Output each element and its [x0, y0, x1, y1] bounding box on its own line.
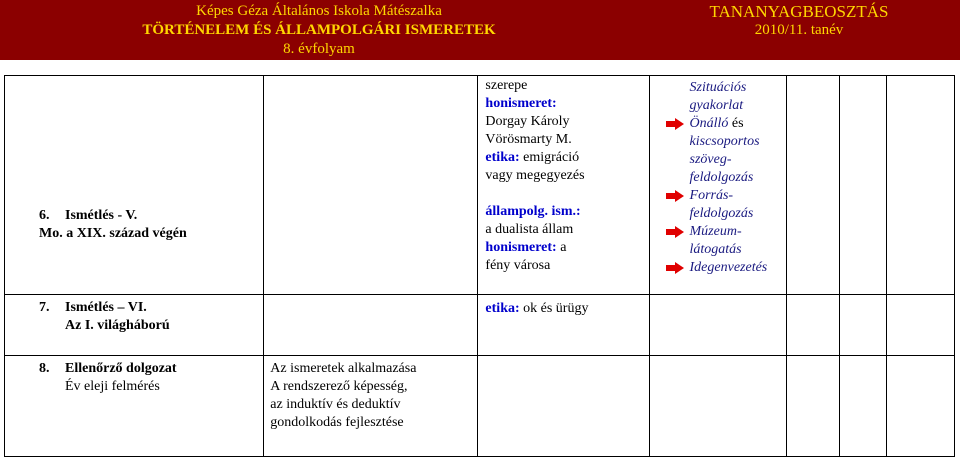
- content-label: etika:: [485, 301, 520, 316]
- content-cell: [478, 295, 649, 356]
- method-item: [666, 115, 787, 133]
- method-item: [666, 223, 787, 241]
- content-line: Vörösmarty M.: [485, 132, 572, 147]
- lesson-title: Ismétlés – VI.: [65, 300, 147, 315]
- skill-line: gondolkodás fejlesztése: [270, 415, 404, 430]
- lesson-subtitle: Év eleji felmérés: [65, 379, 160, 394]
- red-arrow-icon: [666, 118, 684, 130]
- skill-line: A rendszerező képesség,: [270, 379, 408, 394]
- table-row: [5, 295, 955, 356]
- document-type: TANANYAGBEOSZTÁS: [709, 2, 889, 21]
- method-line: kiscsoportos: [689, 134, 760, 149]
- lesson-number: 8.: [39, 361, 50, 376]
- lesson-title: Ellenőrző dolgozat: [65, 361, 177, 376]
- skills-cell: [264, 356, 478, 457]
- content-line: honismeret: a: [485, 240, 567, 255]
- content-label: etika:: [485, 150, 520, 165]
- content-line: Dorgay Károly: [485, 114, 570, 129]
- content-line: szerepe: [485, 78, 528, 93]
- method-line: Idegenvezetés: [689, 260, 768, 275]
- content-label: honismeret:: [485, 96, 557, 111]
- method-item: [666, 187, 787, 205]
- skills-cell: [264, 76, 478, 295]
- syllabus-table: [4, 75, 955, 457]
- skill-line: az induktív és deduktív: [270, 397, 401, 412]
- content-cell: [478, 356, 649, 457]
- lesson-subtitle: Mo. a XIX. század végén: [39, 226, 187, 241]
- method-line: Forrás-: [689, 188, 734, 203]
- content-line: a dualista állam: [485, 222, 574, 237]
- red-arrow-icon: [666, 190, 684, 202]
- lesson-title: Ismétlés - V.: [65, 208, 138, 223]
- content-label: állampolg. ism.:: [485, 204, 581, 219]
- method-line: Szituációs: [689, 80, 747, 95]
- lesson-number: 6.: [39, 208, 50, 223]
- red-arrow-icon: [666, 226, 684, 238]
- lesson-subtitle: Az I. világháború: [65, 318, 170, 333]
- lesson-number: 7.: [39, 300, 50, 315]
- method-line: és: [731, 116, 744, 131]
- method-item: [666, 259, 787, 277]
- method-line: látogatás: [689, 242, 742, 257]
- header-right: [638, 2, 960, 40]
- lesson-cell: [5, 76, 264, 295]
- document-header: [0, 0, 960, 60]
- content-line: fény városa: [485, 258, 551, 273]
- red-arrow-icon: [666, 262, 684, 274]
- content-spacer: [485, 185, 648, 203]
- school-name: Képes Géza Általános Iskola Mátészalka: [196, 3, 442, 19]
- method-line: gyakorlat: [689, 98, 744, 113]
- method-line: Múzeum-: [689, 224, 742, 239]
- method-line: feldolgozás: [689, 170, 754, 185]
- grade-level: 8. évfolyam: [283, 41, 355, 57]
- table-row: [5, 356, 955, 457]
- skill-line: Az ismeretek alkalmazása: [270, 361, 417, 376]
- lesson-cell: [5, 295, 264, 356]
- skills-cell: [264, 295, 478, 356]
- content-label: honismeret:: [485, 240, 557, 255]
- method-line: Önálló: [689, 116, 729, 131]
- content-line: ok és ürügy: [519, 301, 589, 316]
- lesson-cell: [5, 356, 264, 457]
- table-row: [5, 76, 955, 295]
- subject-title: TÖRTÉNELEM ÉS ÁLLAMPOLGÁRI ISMERETEK: [142, 22, 496, 38]
- method-line: feldolgozás: [689, 206, 754, 221]
- content-cell: [478, 76, 649, 295]
- method-line: szöveg-: [689, 152, 732, 167]
- content-line: vagy megegyezés: [485, 168, 585, 183]
- content-line: etika: emigráció: [485, 150, 580, 165]
- school-year: 2010/11. tanév: [754, 22, 844, 38]
- methods-cell: [649, 76, 787, 295]
- header-left: [0, 2, 638, 59]
